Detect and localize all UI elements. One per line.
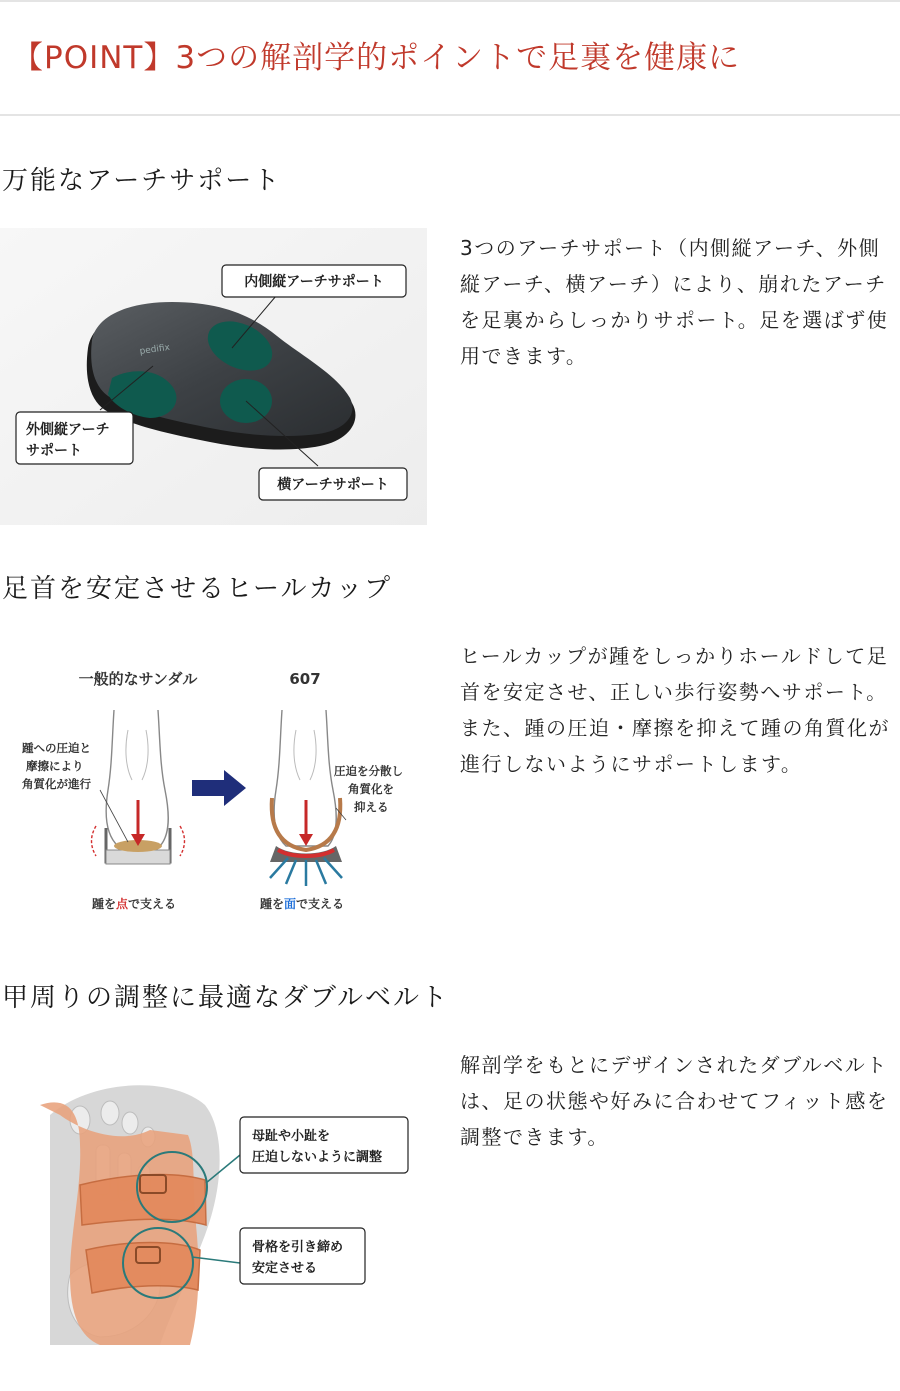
generic-caption: 踵を点で支える [92, 897, 177, 911]
heelcup-note-line2: 角質化を [348, 782, 394, 796]
heelcup-note-line1: 圧迫を分散し [334, 764, 403, 778]
svg-text:母趾や小趾を: 母趾や小趾を [252, 1129, 331, 1144]
heelcup-caption: 踵を面で支える [260, 897, 345, 911]
callout-medial-arch [222, 265, 406, 297]
svg-text:安定させる: 安定させる [252, 1261, 318, 1276]
belt-lower [86, 1243, 200, 1294]
title-divider [0, 114, 900, 116]
section-heading-heel-cup: 足首を安定させるヒールカップ [2, 574, 393, 604]
svg-text:横アーチサポート: 横アーチサポート [277, 477, 389, 493]
heel-cup-description: ヒールカップが踵をしっかりホールドして足首を安定させ、正しい歩行姿勢へサポート。また、踵の圧迫・摩擦を抑えて踵の角質化が進行しないようにサポートします。 [460, 644, 890, 776]
svg-text:骨格を引き締め: 骨格を引き締め [252, 1240, 344, 1255]
double-belt-figure [0, 1075, 440, 1355]
heelcup-note-line3: 抑える [354, 800, 389, 814]
section-heading-arch-support: 万能なアーチサポート [2, 166, 282, 196]
svg-text:サポート: サポート [26, 443, 82, 459]
svg-text:外側縦アーチ: 外側縦アーチ [26, 422, 110, 438]
arch-support-description: 3つのアーチサポート（内側縦アーチ、外側縦アーチ、横アーチ）により、崩れたアーチを足裏からしっかりサポート。足を選ばず使用できます。 [460, 236, 889, 368]
generic-sandal-title: 一般的なサンダル [78, 670, 198, 688]
callout-lateral-arch [16, 412, 133, 464]
callout-transverse-arch [259, 468, 407, 500]
section-heading-double-belt: 甲周りの調整に最適なダブルベルト [2, 983, 449, 1013]
insole-brand-text: pedifix [139, 342, 171, 357]
double-belt-description: 解剖学をもとにデザインされたダブルベルトは、足の状態や好みに合わせてフィット感を調整できます。 [460, 1053, 889, 1149]
arch-support-figure [0, 228, 427, 525]
callout-bone-stabilize [240, 1228, 365, 1284]
generic-note-line2: 摩擦により [26, 759, 84, 773]
page-title: 【POINT】3つの解剖学的ポイントで足裏を健康に [12, 40, 741, 76]
top-rule [0, 0, 900, 2]
generic-note-line3: 角質化が進行 [22, 777, 91, 791]
callout-toe-adjust [240, 1117, 408, 1173]
svg-text:圧迫しないように調整: 圧迫しないように調整 [252, 1150, 383, 1165]
model-607-title: 607 [289, 670, 321, 688]
svg-text:内側縦アーチサポート: 内側縦アーチサポート [244, 274, 384, 290]
generic-note-line1: 踵への圧迫と [22, 741, 91, 755]
belt-upper [80, 1175, 206, 1225]
heel-cup-figure [0, 650, 440, 930]
